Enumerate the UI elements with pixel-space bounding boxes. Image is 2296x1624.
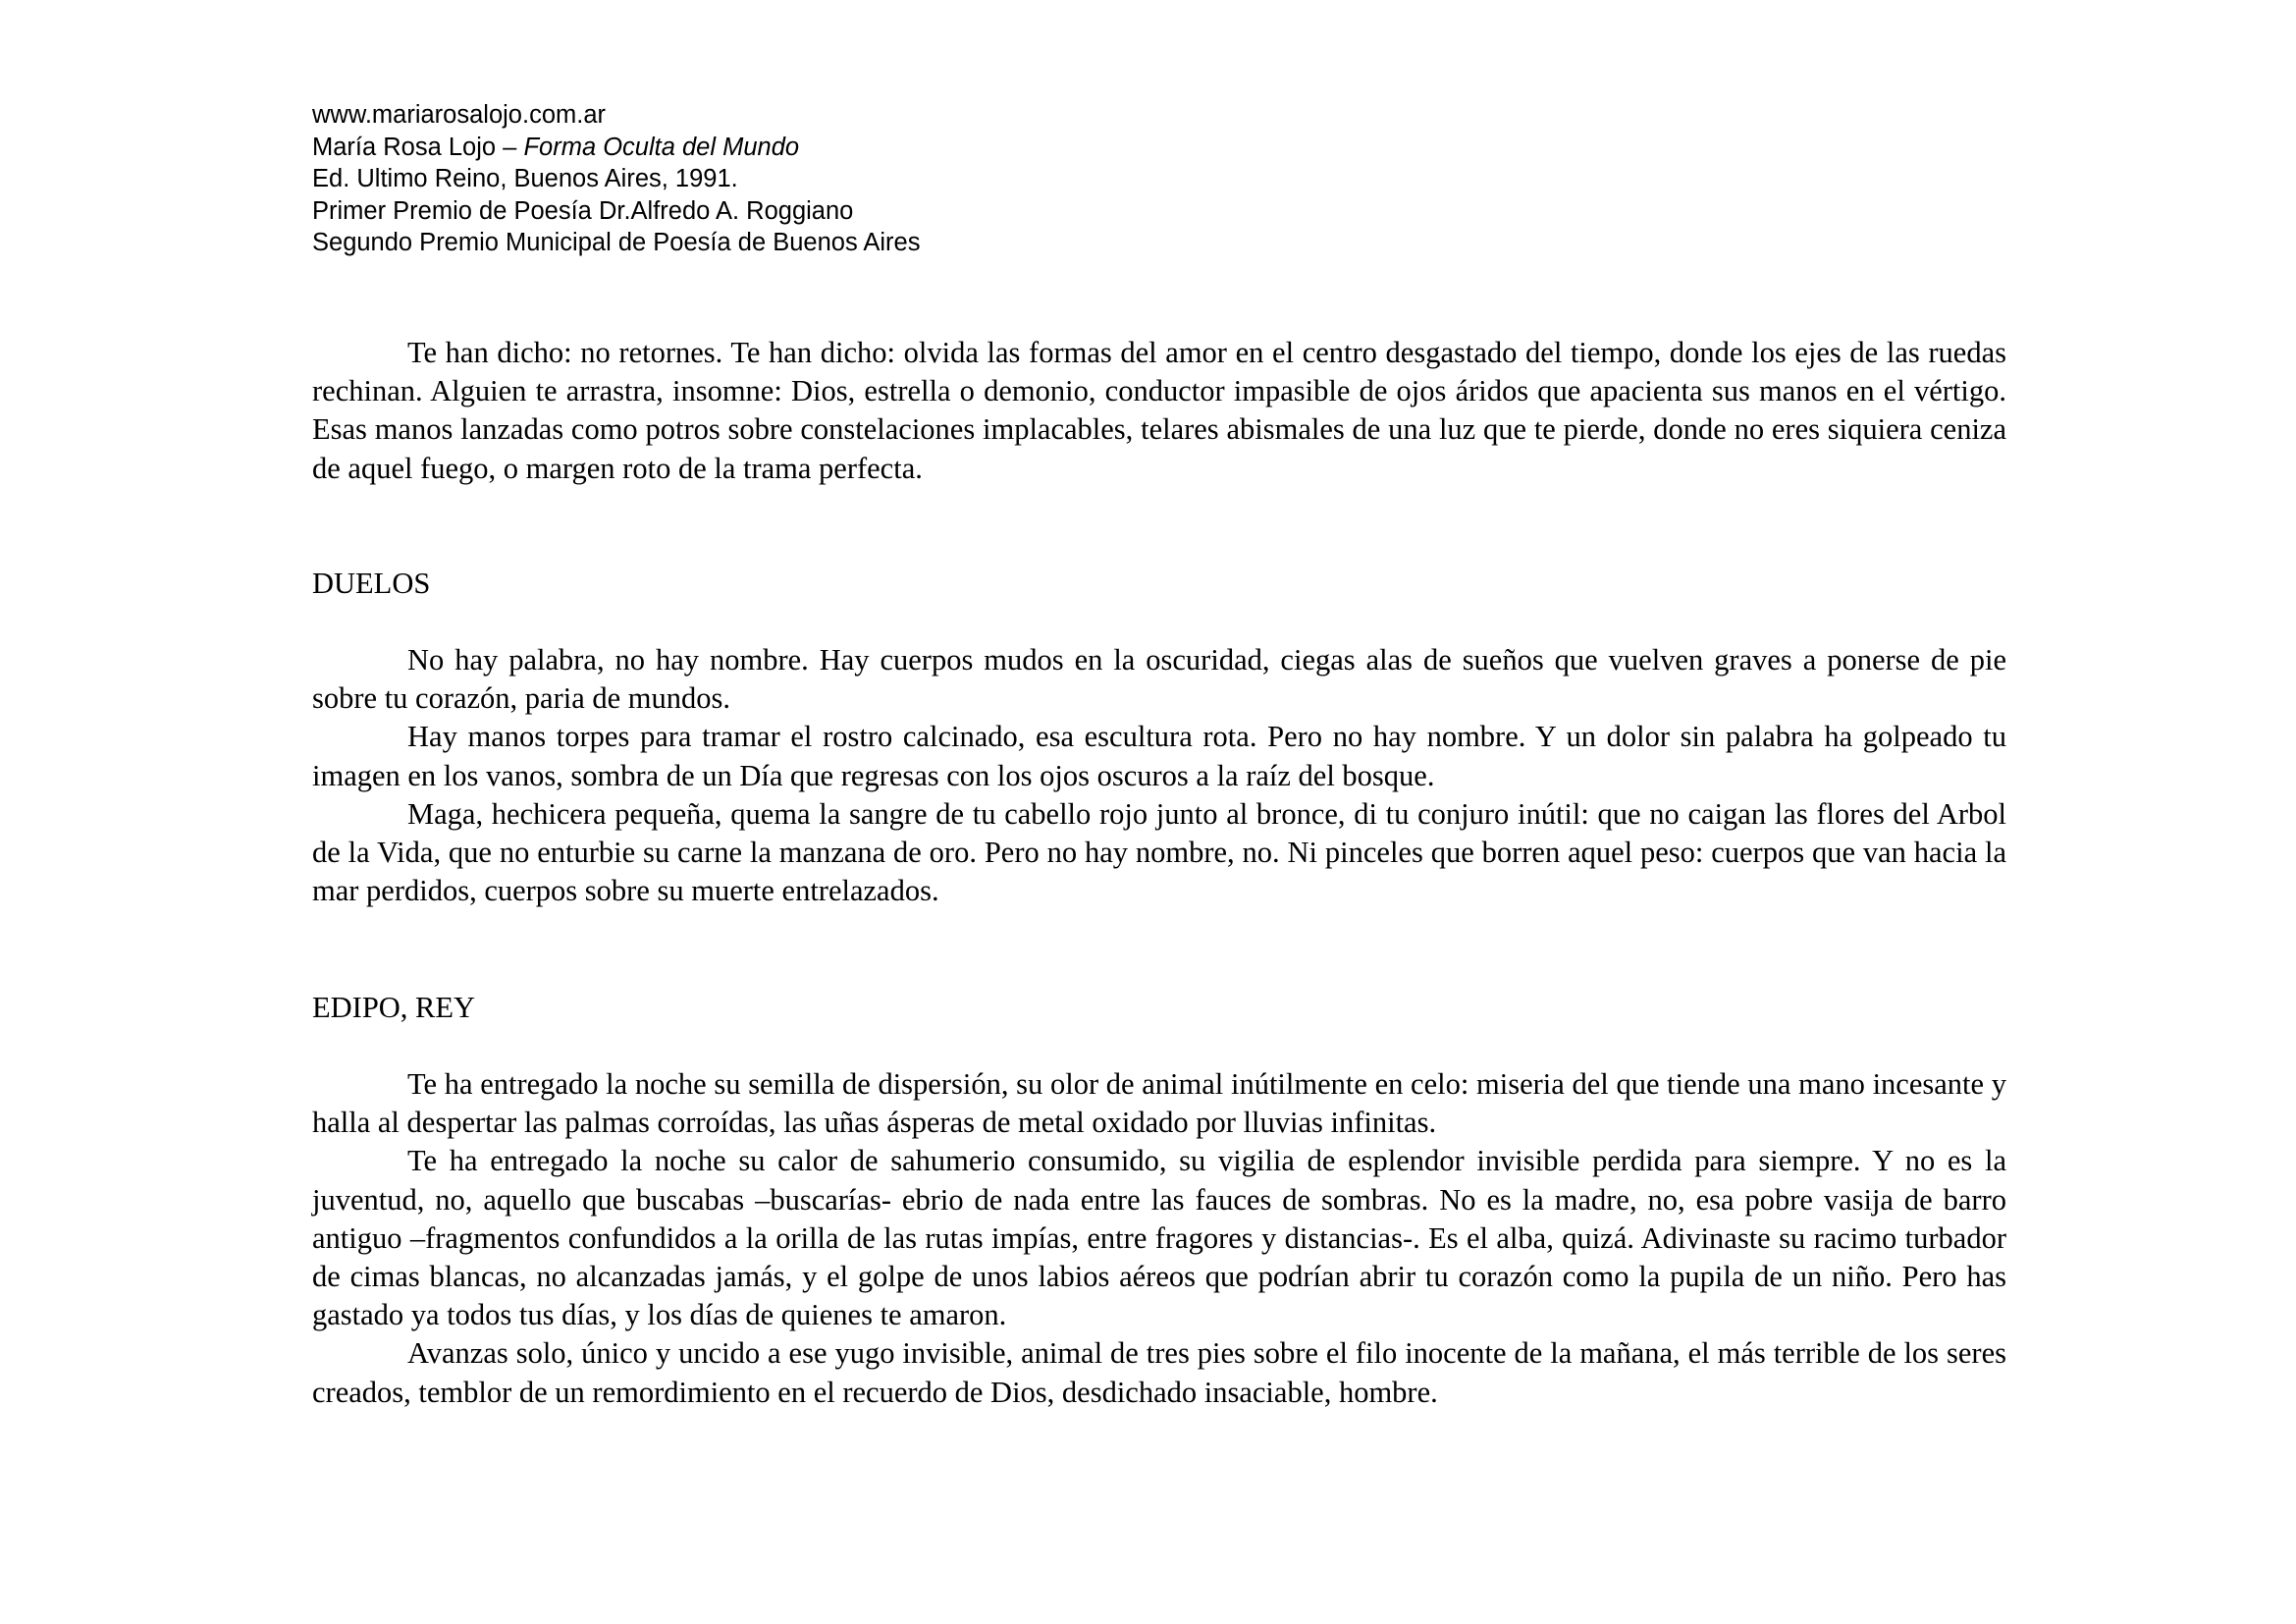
duelos-paragraph: No hay palabra, no hay nombre. Hay cuerpos mudos en la oscuridad, ciegas alas de sueños que vuelven graves a ponerse de pie sobre tu corazón, paria de mundos. (312, 643, 2006, 716)
duelos-paragraph: Hay manos torpes para tramar el rostro calcinado, esa escultura rota. Pero no hay nombre. Y un dolor sin palabra ha golpeado tu imagen en los vanos, sombra de un Día que regresas con los ojos oscuros a la raíz del bosque. (312, 720, 2006, 792)
edipo-paragraph: Te ha entregado la noche su semilla de dispersión, su olor de animal inútilmente en celo: miseria del que tiende una mano incesante y halla al despertar las palmas corroídas, las uñas ásperas de metal oxidado por lluvias infinitas. (312, 1067, 2006, 1140)
edition-line: Ed. Ultimo Reino, Buenos Aires, 1991. (312, 165, 738, 192)
award-line-2: Segundo Premio Municipal de Poesía de Buenos Aires (312, 229, 921, 256)
website-line: www.mariarosalojo.com.ar (312, 101, 607, 129)
edipo-paragraph: Avanzas solo, único y uncido a ese yugo invisible, animal de tres pies sobre el filo inocente de la mañana, el más terrible de los seres creados, temblor de un remordimiento en el recuerdo de Dios, desdichado insaciable, hombre. (312, 1336, 2006, 1409)
intro-poem (312, 334, 2006, 488)
duelos-poem (312, 641, 2006, 910)
section-title-edipo: EDIPO, REY (312, 991, 476, 1024)
duelos-paragraph: Maga, hechicera pequeña, quema la sangre de tu cabello rojo junto al bronce, di tu conjuro inútil: que no caigan las flores del Arbol de la Vida, que no enturbie su carne la manzana de oro. Pero no hay nombre, no. Ni pinceles que borren aquel peso: cuerpos que van hacia la mar perdidos, cuerpos sobre su muerte entrelazados. (312, 796, 2006, 908)
edipo-poem (312, 1065, 2006, 1412)
edipo-paragraph: Te ha entregado la noche su calor de sahumerio consumido, su vigilia de esplendor invisible perdida para siempre. Y no es la juventud, no, aquello que buscabas –buscarías- ebrio de nada entre las fauces de sombras. No es la madre, no, esa pobre vasija de barro antiguo –fragmentos confundidos a la orilla de las rutas impías, entre fragores y distancias-. Es el alba, quizá. Adivinaste su racimo turbador de cimas blancas, no alcanzadas jamás, y el golpe de unos labios aéreos que podrían abrir tu corazón como la pupila de un niño. Pero has gastado ya todos tus días, y los días de quienes te amaron. (312, 1144, 2006, 1332)
intro-paragraph: Te han dicho: no retornes. Te han dicho: olvida las formas del amor en el centro desgastado del tiempo, donde los ejes de las ruedas rechinan. Alguien te arrastra, insomne: Dios, estrella o demonio, conductor impasible de ojos áridos que apacienta sus manos en el vértigo. Esas manos lanzadas como potros sobre constelaciones implacables, telares abismales de una luz que te pierde, donde no eres siquiera ceniza de aquel fuego, o margen roto de la trama perfecta. (312, 336, 2006, 485)
award-line-1: Primer Premio de Poesía Dr.Alfredo A. Roggiano (312, 196, 854, 225)
author-line (312, 132, 1686, 164)
author-name: María Rosa Lojo – (312, 133, 524, 161)
section-title-duelos: DUELOS (312, 567, 431, 600)
book-title: Forma Oculta del Mundo (523, 133, 800, 161)
document-header (312, 99, 1686, 259)
